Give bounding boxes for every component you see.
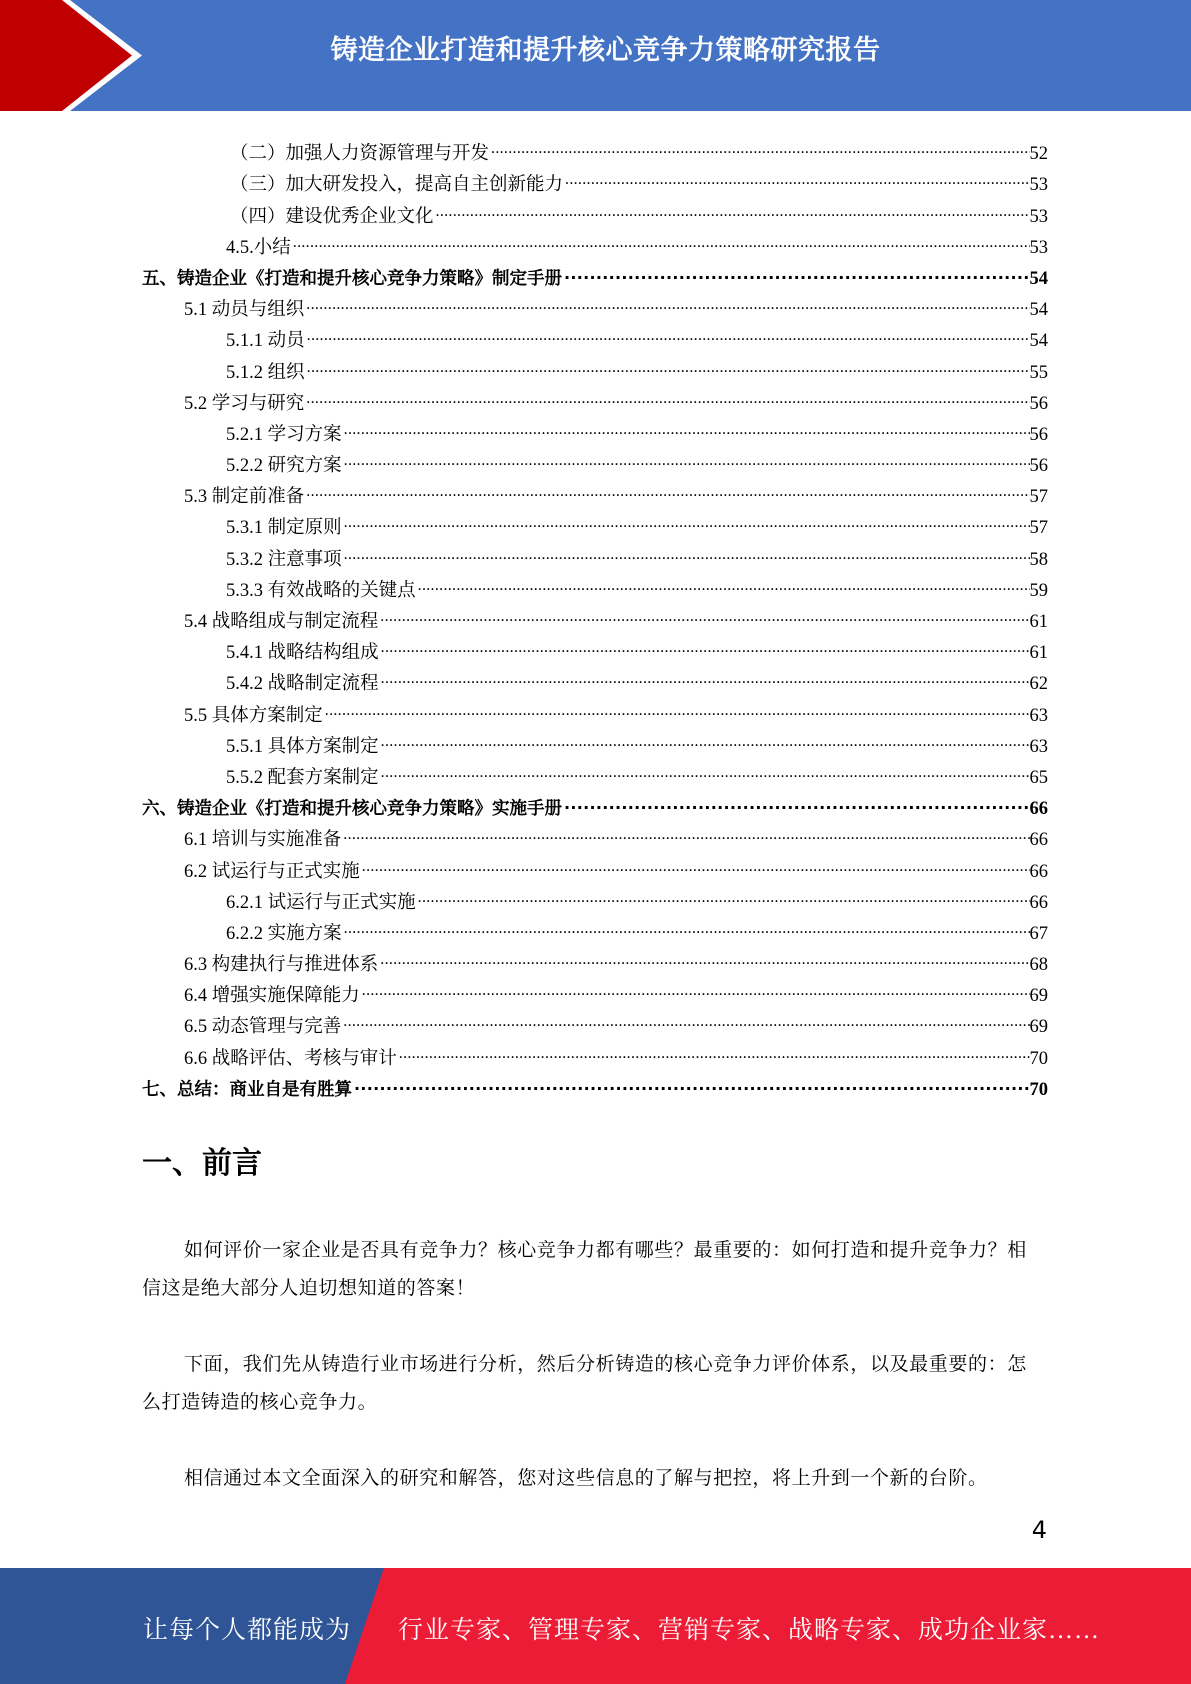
toc-dot-leader [306,284,1029,315]
toc-entry-page: 54 [1029,300,1048,321]
toc-dot-leader [565,159,1029,190]
toc-entry-label: 5.2.1 学习方案 [226,424,342,445]
toc-dot-leader [307,315,1030,346]
header-title: 铸造企业打造和提升核心竞争力策略研究报告 [330,35,881,66]
footer-slogan-right: 行业专家、管理专家、营销专家、战略专家、成功企业家…… [398,1617,1101,1644]
toc-dot-leader [380,939,1029,970]
paragraph: 相信通过本文全面深入的研究和解答，您对这些信息的了解与把控，将上升到一个新的台阶。 [184,1468,988,1489]
toc-dot-leader [399,1032,1030,1063]
toc-entry-label: 5.3.3 有效战略的关键点 [226,580,416,601]
toc-entry-page: 57 [1029,487,1048,508]
toc-entry-page: 53 [1029,237,1048,258]
toc-entry-label: 5.1 动员与组织 [184,300,305,321]
toc-entry-page: 54 [1029,268,1048,289]
toc-dot-leader [564,783,1030,814]
toc-entry-label: 5.4.2 战略制定流程 [226,674,379,695]
toc-entry-page: 58 [1029,549,1048,570]
toc-entry-page: 70 [1029,1048,1048,1069]
toc-entry-page: 66 [1029,861,1048,882]
toc-entry-label: 5.2.2 研究方案 [226,456,342,477]
toc-entry-page: 53 [1029,175,1048,196]
toc-entry-label: 5.5.1 具体方案制定 [226,736,379,757]
page-footer-banner [0,1568,1191,1684]
toc-entry-page: 53 [1029,206,1048,227]
toc-dot-leader [362,970,1030,1001]
toc-entry-label: 5.5.2 配套方案制定 [226,767,379,788]
toc-entry-label: 4.5.小结 [226,237,291,258]
toc-entry-label: 6.5 动态管理与完善 [184,1017,342,1038]
toc-dot-leader [354,1064,1030,1095]
toc-entry[interactable] [142,128,1048,165]
toc-entry-page: 56 [1029,456,1048,477]
toc-entry-label: 5.1.1 动员 [226,331,305,352]
toc-entry-page: 70 [1029,1079,1048,1100]
toc-dot-leader [344,533,1030,564]
toc-entry-page: 65 [1029,767,1048,788]
toc-dot-leader [306,378,1029,409]
toc-dot-leader [325,689,1030,720]
toc-entry-label: 6.3 构建执行与推进体系 [184,955,379,976]
toc-entry-label: 5.3.1 制定原则 [226,518,342,539]
page-header-banner [0,0,1191,111]
toc-dot-leader [418,565,1030,596]
toc-dot-leader [491,128,1029,159]
toc-entry-label: 五、铸造企业《打造和提升核心竞争力策略》制定手册 [142,268,562,289]
table-of-contents [142,128,1048,1100]
toc-dot-leader [344,908,1030,939]
toc-entry-page: 62 [1029,674,1048,695]
toc-entry-label: 6.2.2 实施方案 [226,923,342,944]
toc-entry-label: 5.4 战略组成与制定流程 [184,612,379,632]
toc-dot-leader [381,627,1030,658]
toc-dot-leader [306,471,1029,502]
toc-dot-leader [381,658,1030,689]
toc-dot-leader [418,877,1030,908]
toc-entry-page: 57 [1029,518,1048,539]
toc-entry-label: 5.5 具体方案制定 [184,705,323,726]
toc-dot-leader [380,596,1029,627]
toc-dot-leader [293,222,1030,253]
toc-dot-leader [436,190,1030,221]
toc-entry-label: 6.6 战略评估、考核与审计 [184,1048,397,1069]
toc-dot-leader [344,440,1030,471]
toc-entry-page: 54 [1029,331,1048,352]
toc-entry-label: 5.4.1 战略结构组成 [226,643,379,664]
toc-dot-leader [343,1001,1029,1032]
toc-entry-page: 61 [1029,612,1048,632]
toc-entry-label: （四）建设优秀企业文化 [230,206,434,227]
page-number: 4 [1031,1516,1047,1544]
toc-entry-page: 66 [1029,799,1048,820]
toc-entry-page: 69 [1029,1017,1048,1038]
toc-entry-label: 6.2.1 试运行与正式实施 [226,892,416,913]
toc-entry-page: 61 [1029,643,1048,664]
toc-entry-page: 63 [1029,736,1048,757]
toc-entry-page: 63 [1029,705,1048,726]
toc-dot-leader [564,253,1030,284]
toc-entry-page: 69 [1029,986,1048,1007]
toc-entry-label: 七、总结：商业自是有胜算 [142,1079,352,1100]
section-heading: 一、前言 [142,1146,262,1181]
toc-entry-page: 66 [1029,892,1048,913]
toc-entry-label: 6.4 增强实施保障能力 [184,986,360,1007]
toc-entry-label: 6.1 培训与实施准备 [184,830,342,851]
toc-entry-page: 66 [1029,830,1048,851]
toc-entry-label: 5.3 制定前准备 [184,487,305,508]
toc-dot-leader [307,346,1030,377]
toc-dot-leader [381,752,1030,783]
toc-entry-page: 56 [1029,424,1048,445]
toc-entry-label: （二）加强人力资源管理与开发 [230,144,490,165]
toc-dot-leader [381,721,1030,752]
toc-entry-label: 5.2 学习与研究 [184,393,305,414]
footer-slogan-left: 让每个人都能成为 [143,1617,352,1644]
toc-entry-label: 6.2 试运行与正式实施 [184,861,360,882]
toc-entry-page: 52 [1029,144,1048,165]
paragraph: 下面，我们先从铸造行业市场进行分析，然后分析铸造的核心竞争力评价体系，以及最重要的：怎么打造铸造的核心竞争力。 [142,1354,1027,1413]
toc-dot-leader [344,409,1030,440]
paragraph: 如何评价一家企业是否具有竞争力？核心竞争力都有哪些？最重要的：如何打造和提升竞争力？相信这是绝大部分人迫切想知道的答案！ [142,1240,1027,1299]
toc-entry-label: 六、铸造企业《打造和提升核心竞争力策略》实施手册 [142,799,562,820]
toc-entry-page: 67 [1029,923,1048,944]
toc-dot-leader [343,814,1029,845]
toc-entry-page: 55 [1029,362,1048,383]
toc-entry-label: （三）加大研发投入，提高自主创新能力 [230,175,564,196]
toc-entry-label: 5.3.2 注意事项 [226,549,342,570]
toc-entry-page: 59 [1029,580,1048,601]
toc-entry-page: 68 [1029,955,1048,976]
toc-dot-leader [344,502,1030,533]
toc-entry-label: 5.1.2 组织 [226,362,305,383]
toc-entry-page: 56 [1029,393,1048,414]
toc-dot-leader [362,845,1030,876]
